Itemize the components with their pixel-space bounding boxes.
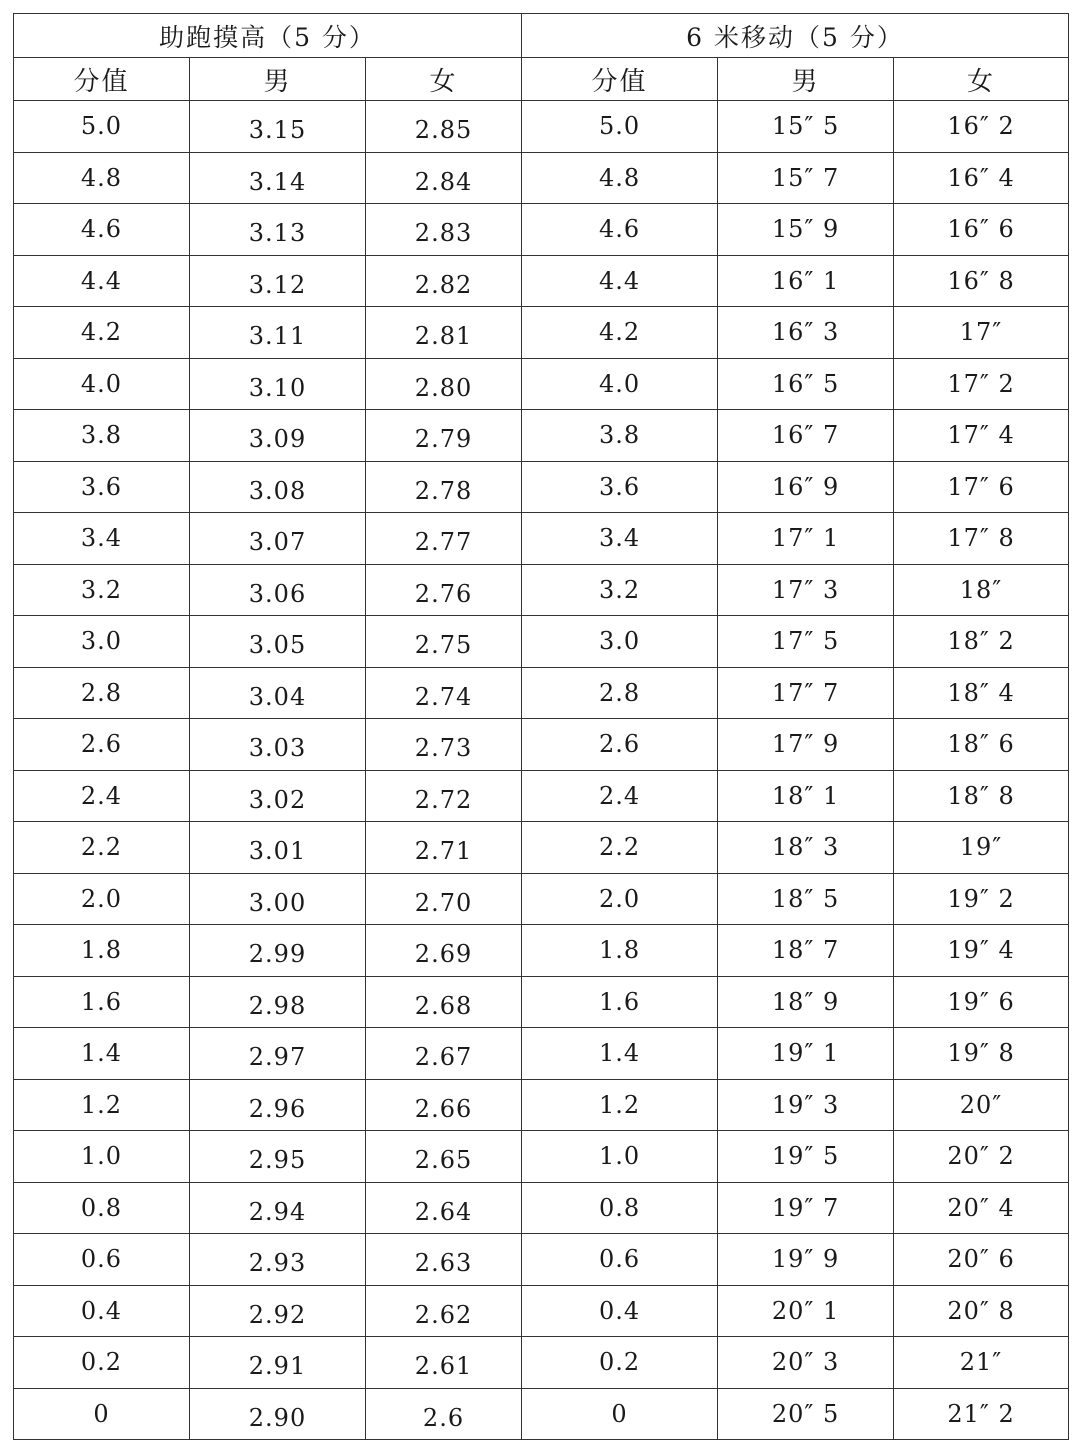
shuttle-female-cell: 20″ 6 bbox=[894, 1234, 1069, 1286]
reach-score-cell: 4.4 bbox=[14, 255, 190, 307]
group-header-running-jump-reach: 助跑摸高（5 分） bbox=[14, 14, 522, 58]
table-row bbox=[14, 101, 1069, 153]
reach-female-cell: 2.6 bbox=[366, 1388, 522, 1440]
table-row bbox=[14, 719, 1069, 771]
shuttle-female-cell: 18″ 6 bbox=[894, 719, 1069, 771]
shuttle-male-cell: 20″ 1 bbox=[718, 1285, 894, 1337]
reach-female-cell: 2.84 bbox=[366, 152, 522, 204]
reach-score-cell: 4.0 bbox=[14, 358, 190, 410]
shuttle-female-cell: 18″ 2 bbox=[894, 616, 1069, 668]
table-row bbox=[14, 1234, 1069, 1286]
shuttle-score-cell: 2.2 bbox=[522, 822, 718, 874]
reach-male-cell: 3.09 bbox=[190, 410, 366, 462]
table-row bbox=[14, 461, 1069, 513]
shuttle-score-cell: 3.8 bbox=[522, 410, 718, 462]
shuttle-female-cell: 21″ 2 bbox=[894, 1388, 1069, 1440]
shuttle-score-cell: 2.4 bbox=[522, 770, 718, 822]
reach-male-cell: 2.93 bbox=[190, 1234, 366, 1286]
reach-female-cell: 2.65 bbox=[366, 1131, 522, 1183]
reach-score-cell: 3.8 bbox=[14, 410, 190, 462]
shuttle-female-cell: 17″ 6 bbox=[894, 461, 1069, 513]
shuttle-score-cell: 0.2 bbox=[522, 1337, 718, 1389]
reach-score-cell: 2.6 bbox=[14, 719, 190, 771]
shuttle-male-cell: 17″ 7 bbox=[718, 667, 894, 719]
group-header-6m-shuttle: 6 米移动（5 分） bbox=[522, 14, 1069, 58]
shuttle-female-cell: 16″ 2 bbox=[894, 101, 1069, 153]
shuttle-male-cell: 15″ 5 bbox=[718, 101, 894, 153]
reach-score-cell: 2.4 bbox=[14, 770, 190, 822]
reach-female-cell: 2.67 bbox=[366, 1028, 522, 1080]
table-row bbox=[14, 925, 1069, 977]
shuttle-male-cell: 20″ 3 bbox=[718, 1337, 894, 1389]
reach-female-cell: 2.80 bbox=[366, 358, 522, 410]
reach-male-cell: 3.01 bbox=[190, 822, 366, 874]
scoring-table bbox=[13, 13, 1069, 1440]
reach-female-cell: 2.75 bbox=[366, 616, 522, 668]
reach-male-cell: 2.96 bbox=[190, 1079, 366, 1131]
shuttle-male-cell: 18″ 9 bbox=[718, 976, 894, 1028]
reach-female-cell: 2.74 bbox=[366, 667, 522, 719]
table-row bbox=[14, 204, 1069, 256]
reach-female-cell: 2.76 bbox=[366, 564, 522, 616]
table-row bbox=[14, 770, 1069, 822]
reach-female-cell: 2.72 bbox=[366, 770, 522, 822]
reach-female-cell: 2.61 bbox=[366, 1337, 522, 1389]
shuttle-male-cell: 18″ 3 bbox=[718, 822, 894, 874]
reach-score-cell: 2.8 bbox=[14, 667, 190, 719]
table-row bbox=[14, 873, 1069, 925]
table-row bbox=[14, 1337, 1069, 1389]
table-row bbox=[14, 513, 1069, 565]
shuttle-female-cell: 19″ 6 bbox=[894, 976, 1069, 1028]
shuttle-score-cell: 0 bbox=[522, 1388, 718, 1440]
reach-female-cell: 2.82 bbox=[366, 255, 522, 307]
reach-male-cell: 3.15 bbox=[190, 101, 366, 153]
table-row bbox=[14, 564, 1069, 616]
shuttle-score-cell: 3.2 bbox=[522, 564, 718, 616]
reach-score-cell: 5.0 bbox=[14, 101, 190, 153]
reach-male-cell: 3.00 bbox=[190, 873, 366, 925]
reach-male-cell: 2.92 bbox=[190, 1285, 366, 1337]
reach-male-cell: 3.11 bbox=[190, 307, 366, 359]
reach-female-cell: 2.77 bbox=[366, 513, 522, 565]
shuttle-female-cell: 21″ bbox=[894, 1337, 1069, 1389]
table-row bbox=[14, 822, 1069, 874]
reach-score-cell: 1.6 bbox=[14, 976, 190, 1028]
shuttle-female-cell: 17″ bbox=[894, 307, 1069, 359]
table-row bbox=[14, 1285, 1069, 1337]
shuttle-female-cell: 20″ 2 bbox=[894, 1131, 1069, 1183]
column-header-female: 女 bbox=[894, 58, 1069, 101]
reach-score-cell: 2.0 bbox=[14, 873, 190, 925]
reach-score-cell: 0.8 bbox=[14, 1182, 190, 1234]
reach-male-cell: 2.97 bbox=[190, 1028, 366, 1080]
shuttle-female-cell: 18″ bbox=[894, 564, 1069, 616]
shuttle-score-cell: 0.8 bbox=[522, 1182, 718, 1234]
shuttle-score-cell: 4.0 bbox=[522, 358, 718, 410]
table-row bbox=[14, 1028, 1069, 1080]
reach-male-cell: 3.05 bbox=[190, 616, 366, 668]
reach-male-cell: 3.03 bbox=[190, 719, 366, 771]
shuttle-score-cell: 3.6 bbox=[522, 461, 718, 513]
shuttle-female-cell: 18″ 4 bbox=[894, 667, 1069, 719]
reach-female-cell: 2.81 bbox=[366, 307, 522, 359]
shuttle-female-cell: 17″ 4 bbox=[894, 410, 1069, 462]
reach-score-cell: 4.6 bbox=[14, 204, 190, 256]
shuttle-score-cell: 5.0 bbox=[522, 101, 718, 153]
shuttle-male-cell: 17″ 1 bbox=[718, 513, 894, 565]
shuttle-female-cell: 16″ 6 bbox=[894, 204, 1069, 256]
reach-score-cell: 3.2 bbox=[14, 564, 190, 616]
reach-score-cell: 1.2 bbox=[14, 1079, 190, 1131]
shuttle-female-cell: 19″ 8 bbox=[894, 1028, 1069, 1080]
shuttle-score-cell: 2.0 bbox=[522, 873, 718, 925]
shuttle-male-cell: 16″ 9 bbox=[718, 461, 894, 513]
reach-female-cell: 2.69 bbox=[366, 925, 522, 977]
group-header-row bbox=[14, 14, 1069, 58]
reach-female-cell: 2.70 bbox=[366, 873, 522, 925]
reach-male-cell: 3.14 bbox=[190, 152, 366, 204]
table-row bbox=[14, 1182, 1069, 1234]
shuttle-male-cell: 19″ 1 bbox=[718, 1028, 894, 1080]
shuttle-male-cell: 17″ 9 bbox=[718, 719, 894, 771]
shuttle-score-cell: 3.0 bbox=[522, 616, 718, 668]
shuttle-female-cell: 17″ 2 bbox=[894, 358, 1069, 410]
shuttle-score-cell: 1.8 bbox=[522, 925, 718, 977]
shuttle-score-cell: 2.6 bbox=[522, 719, 718, 771]
reach-male-cell: 3.04 bbox=[190, 667, 366, 719]
reach-female-cell: 2.62 bbox=[366, 1285, 522, 1337]
column-header-score: 分值 bbox=[14, 58, 190, 101]
shuttle-male-cell: 16″ 3 bbox=[718, 307, 894, 359]
shuttle-male-cell: 15″ 9 bbox=[718, 204, 894, 256]
shuttle-female-cell: 20″ 8 bbox=[894, 1285, 1069, 1337]
table-row bbox=[14, 1079, 1069, 1131]
shuttle-male-cell: 19″ 5 bbox=[718, 1131, 894, 1183]
shuttle-female-cell: 18″ 8 bbox=[894, 770, 1069, 822]
table-row bbox=[14, 410, 1069, 462]
reach-male-cell: 3.06 bbox=[190, 564, 366, 616]
reach-male-cell: 3.02 bbox=[190, 770, 366, 822]
reach-score-cell: 4.8 bbox=[14, 152, 190, 204]
column-header-female: 女 bbox=[366, 58, 522, 101]
column-header-score: 分值 bbox=[522, 58, 718, 101]
reach-score-cell: 0 bbox=[14, 1388, 190, 1440]
shuttle-score-cell: 2.8 bbox=[522, 667, 718, 719]
reach-male-cell: 2.94 bbox=[190, 1182, 366, 1234]
reach-score-cell: 1.0 bbox=[14, 1131, 190, 1183]
column-header-row bbox=[14, 58, 1069, 101]
reach-score-cell: 1.4 bbox=[14, 1028, 190, 1080]
reach-male-cell: 3.13 bbox=[190, 204, 366, 256]
shuttle-female-cell: 17″ 8 bbox=[894, 513, 1069, 565]
shuttle-male-cell: 16″ 7 bbox=[718, 410, 894, 462]
reach-male-cell: 2.90 bbox=[190, 1388, 366, 1440]
table-row bbox=[14, 152, 1069, 204]
reach-score-cell: 2.2 bbox=[14, 822, 190, 874]
table-row bbox=[14, 616, 1069, 668]
reach-score-cell: 0.4 bbox=[14, 1285, 190, 1337]
reach-female-cell: 2.73 bbox=[366, 719, 522, 771]
reach-male-cell: 2.95 bbox=[190, 1131, 366, 1183]
shuttle-female-cell: 16″ 4 bbox=[894, 152, 1069, 204]
reach-score-cell: 4.2 bbox=[14, 307, 190, 359]
shuttle-female-cell: 19″ bbox=[894, 822, 1069, 874]
reach-score-cell: 3.4 bbox=[14, 513, 190, 565]
shuttle-score-cell: 0.6 bbox=[522, 1234, 718, 1286]
reach-score-cell: 1.8 bbox=[14, 925, 190, 977]
table-row bbox=[14, 1131, 1069, 1183]
shuttle-male-cell: 18″ 1 bbox=[718, 770, 894, 822]
reach-female-cell: 2.79 bbox=[366, 410, 522, 462]
shuttle-score-cell: 4.6 bbox=[522, 204, 718, 256]
table-row bbox=[14, 255, 1069, 307]
shuttle-male-cell: 18″ 7 bbox=[718, 925, 894, 977]
shuttle-male-cell: 15″ 7 bbox=[718, 152, 894, 204]
reach-male-cell: 3.12 bbox=[190, 255, 366, 307]
shuttle-female-cell: 19″ 2 bbox=[894, 873, 1069, 925]
reach-score-cell: 0.2 bbox=[14, 1337, 190, 1389]
table-row bbox=[14, 358, 1069, 410]
table-row bbox=[14, 1388, 1069, 1440]
column-header-male: 男 bbox=[190, 58, 366, 101]
shuttle-male-cell: 18″ 5 bbox=[718, 873, 894, 925]
shuttle-score-cell: 4.2 bbox=[522, 307, 718, 359]
shuttle-male-cell: 16″ 1 bbox=[718, 255, 894, 307]
table-row bbox=[14, 307, 1069, 359]
shuttle-female-cell: 20″ 4 bbox=[894, 1182, 1069, 1234]
shuttle-male-cell: 19″ 7 bbox=[718, 1182, 894, 1234]
reach-female-cell: 2.83 bbox=[366, 204, 522, 256]
table-body bbox=[14, 101, 1069, 1440]
table-row bbox=[14, 976, 1069, 1028]
shuttle-score-cell: 4.4 bbox=[522, 255, 718, 307]
shuttle-male-cell: 19″ 3 bbox=[718, 1079, 894, 1131]
reach-female-cell: 2.78 bbox=[366, 461, 522, 513]
reach-score-cell: 3.6 bbox=[14, 461, 190, 513]
shuttle-female-cell: 20″ bbox=[894, 1079, 1069, 1131]
shuttle-score-cell: 1.6 bbox=[522, 976, 718, 1028]
reach-female-cell: 2.66 bbox=[366, 1079, 522, 1131]
shuttle-female-cell: 16″ 8 bbox=[894, 255, 1069, 307]
shuttle-score-cell: 0.4 bbox=[522, 1285, 718, 1337]
shuttle-male-cell: 17″ 3 bbox=[718, 564, 894, 616]
shuttle-score-cell: 1.0 bbox=[522, 1131, 718, 1183]
reach-female-cell: 2.85 bbox=[366, 101, 522, 153]
reach-male-cell: 2.91 bbox=[190, 1337, 366, 1389]
reach-score-cell: 0.6 bbox=[14, 1234, 190, 1286]
shuttle-male-cell: 17″ 5 bbox=[718, 616, 894, 668]
column-header-male: 男 bbox=[718, 58, 894, 101]
reach-male-cell: 2.99 bbox=[190, 925, 366, 977]
reach-female-cell: 2.63 bbox=[366, 1234, 522, 1286]
shuttle-score-cell: 4.8 bbox=[522, 152, 718, 204]
shuttle-score-cell: 1.4 bbox=[522, 1028, 718, 1080]
reach-male-cell: 3.10 bbox=[190, 358, 366, 410]
reach-female-cell: 2.71 bbox=[366, 822, 522, 874]
shuttle-male-cell: 19″ 9 bbox=[718, 1234, 894, 1286]
shuttle-score-cell: 3.4 bbox=[522, 513, 718, 565]
reach-female-cell: 2.64 bbox=[366, 1182, 522, 1234]
reach-score-cell: 3.0 bbox=[14, 616, 190, 668]
reach-male-cell: 2.98 bbox=[190, 976, 366, 1028]
reach-male-cell: 3.08 bbox=[190, 461, 366, 513]
shuttle-male-cell: 20″ 5 bbox=[718, 1388, 894, 1440]
reach-female-cell: 2.68 bbox=[366, 976, 522, 1028]
table-row bbox=[14, 667, 1069, 719]
shuttle-score-cell: 1.2 bbox=[522, 1079, 718, 1131]
shuttle-female-cell: 19″ 4 bbox=[894, 925, 1069, 977]
reach-male-cell: 3.07 bbox=[190, 513, 366, 565]
shuttle-male-cell: 16″ 5 bbox=[718, 358, 894, 410]
